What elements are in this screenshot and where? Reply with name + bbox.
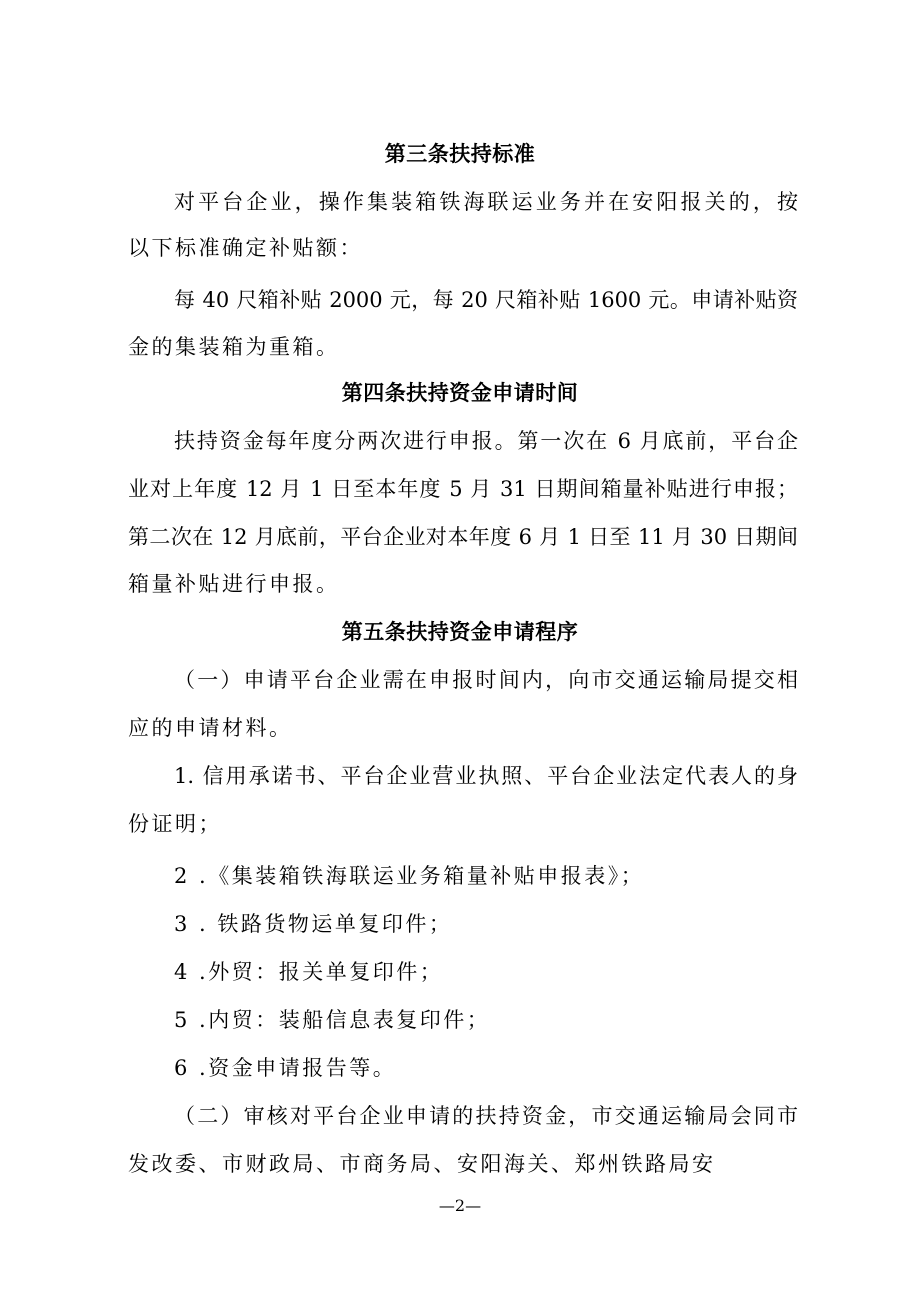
article-5-sub-1-line-2: 份证明； [128, 812, 222, 836]
page-number: —2— [438, 1196, 482, 1215]
article-4-line-2: 业对上年度 12 月 1 日至本年度 5 月 31 日期间箱量补贴进行申报； [128, 477, 798, 501]
article-3-heading: 第三条扶持标准 [384, 142, 536, 166]
article-5-item-2-line-2: 发改委、市财政局、市商务局、安阳海关、郑州铁路局安 [128, 1152, 716, 1176]
article-3-paragraph-1-line-1: 对平台企业，操作集装箱铁海联运业务并在安阳报关的，按 [174, 190, 798, 214]
article-5-sub-6: 6 .资金申请报告等。 [174, 1056, 397, 1080]
article-4-line-3: 第二次在 12 月底前，平台企业对本年度 6 月 1 日至 11 月 30 日期间 [128, 525, 798, 549]
article-5-sub-3: 3 . 铁路货物运单复印件； [174, 912, 453, 936]
article-3-paragraph-2-line-1: 每 40 尺箱补贴 2000 元，每 20 尺箱补贴 1600 元。申请补贴资 [174, 288, 798, 312]
article-5-item-1-line-2: 应的申请材料。 [128, 716, 293, 740]
article-5-heading: 第五条扶持资金申请程序 [341, 620, 579, 644]
article-5-item-1-line-1: （一）申请平台企业需在申报时间内，向市交通运输局提交相 [174, 668, 798, 692]
article-3-paragraph-2-line-2: 金的集装箱为重箱。 [128, 335, 340, 359]
article-3-paragraph-1-line-2: 以下标准确定补贴额： [128, 236, 363, 260]
article-4-line-1: 扶持资金每年度分两次进行申报。第一次在 6 月底前，平台企 [174, 429, 798, 453]
article-5-sub-5: 5 .内贸：装船信息表复印件； [174, 1008, 491, 1032]
article-5-sub-1-line-1: 1. 信用承诺书、平台企业营业执照、平台企业法定代表人的身 [174, 764, 798, 788]
article-4-line-4: 箱量补贴进行申报。 [128, 572, 340, 596]
article-5-sub-2: 2 .《集装箱铁海联运业务箱量补贴申报表》； [174, 864, 645, 888]
article-5-sub-4: 4 .外贸：报关单复印件； [174, 960, 444, 984]
article-4-heading: 第四条扶持资金申请时间 [341, 381, 579, 405]
article-5-item-2-line-1: （二）审核对平台企业申请的扶持资金，市交通运输局会同市 [174, 1104, 798, 1128]
